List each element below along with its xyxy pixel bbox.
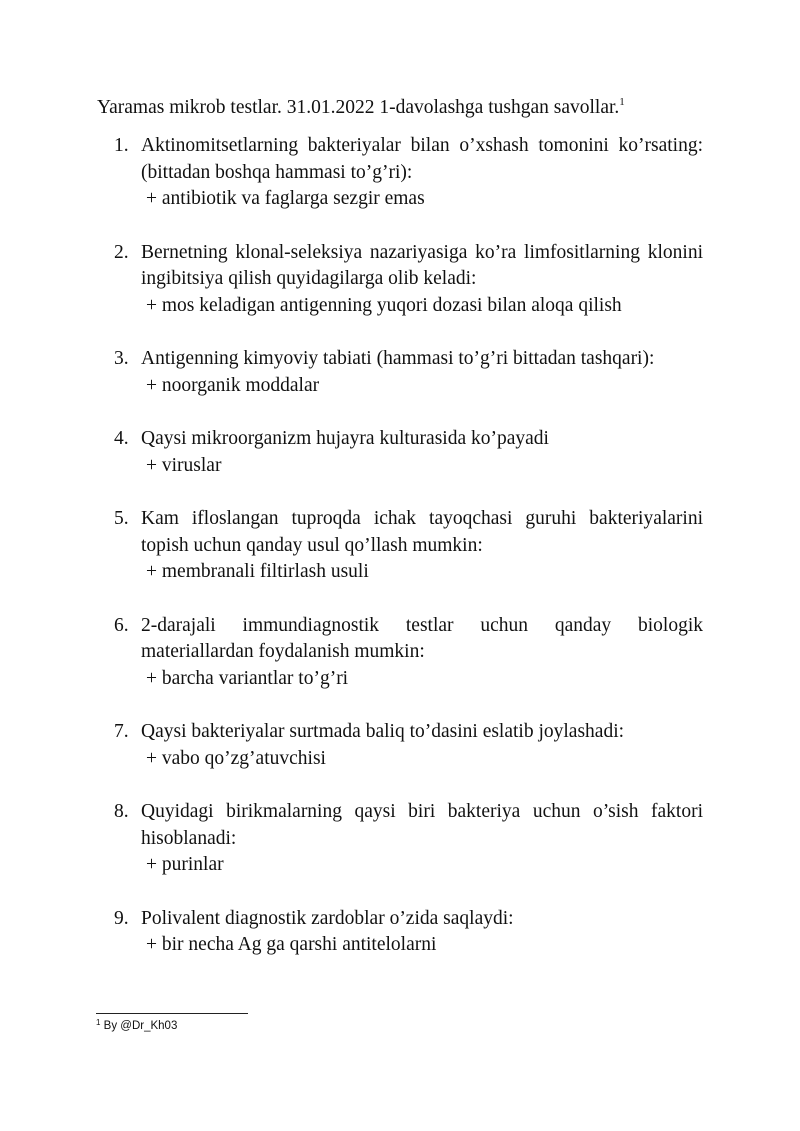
question-item — [0, 799, 800, 879]
question-text: 2-darajali immundiagnostik testlar uchun qanday biologik materiallardan foydalanish mumkin: — [141, 614, 703, 662]
question-number: 4. — [114, 428, 129, 449]
question-text: Kam ifloslangan tuproqda ichak tayoqchasi guruhi bakteriyalarini topish uchun qanday usul qo’llash mumkin: — [141, 508, 703, 556]
footnote-mark: 1 — [96, 1018, 101, 1027]
question-item — [0, 506, 800, 586]
question-answer: + vabo qo’zg’atuvchisi — [146, 747, 326, 769]
question-number: 9. — [114, 907, 129, 929]
question-text: Qaysi bakteriyalar surtmada baliq to’dasini eslatib joylashadi: — [141, 721, 625, 742]
question-item — [0, 346, 800, 399]
question-item — [0, 426, 800, 479]
title-footnote-mark: 1 — [619, 96, 625, 108]
question-answer: + membranali filtirlash usuli — [146, 561, 369, 582]
question-answer: + mos keladigan antigenning yuqori dozasi bilan aloqa qilish — [146, 294, 622, 316]
question-answer: + purinlar — [146, 854, 224, 875]
question-answer: + antibiotik va faglarga sezgir emas — [146, 188, 425, 209]
question-text: Bernetning klonal-seleksiya nazariyasiga ko’ra limfositlarning klonini ingibitsiya qilish quyidagilarga olib keladi: — [141, 241, 703, 289]
question-number: 1. — [114, 135, 129, 156]
question-number: 7. — [114, 721, 129, 742]
question-number: 6. — [114, 614, 129, 636]
footnote-divider — [96, 1013, 248, 1014]
question-text: Qaysi mikroorganizm hujayra kulturasida ko’payadi — [141, 428, 549, 449]
question-list — [0, 133, 800, 986]
question-item — [0, 613, 800, 693]
question-item — [0, 906, 800, 959]
question-number: 2. — [114, 241, 129, 263]
question-number: 8. — [114, 801, 129, 822]
question-number: 3. — [114, 348, 129, 369]
question-text: Antigenning kimyoviy tabiati (hammasi to’g’ri bittadan tashqari): — [141, 348, 655, 369]
footnote — [96, 1019, 177, 1033]
question-text: Quyidagi birikmalarning qaysi biri bakteriya uchun o’sish faktori hisoblanadi: — [141, 801, 703, 849]
question-answer: + noorganik moddalar — [146, 374, 320, 396]
footnote-text: By @Dr_Kh03 — [103, 1020, 178, 1032]
question-answer: + bir necha Ag ga qarshi antitelolarni — [146, 934, 437, 955]
question-item — [0, 133, 800, 213]
question-item — [0, 719, 800, 772]
title-text: Yaramas mikrob testlar. 31.01.2022 1-davolashga tushgan savollar. — [97, 97, 620, 118]
question-answer: + barcha variantlar to’g’ri — [146, 667, 349, 689]
document-title — [97, 95, 625, 121]
question-number: 5. — [114, 508, 129, 529]
question-answer: + viruslar — [146, 454, 222, 476]
question-text: Polivalent diagnostik zardoblar o’zida saqlaydi: — [141, 907, 514, 929]
question-text: Aktinomitsetlarning bakteriyalar bilan o’xshash tomonini ko’rsating: (bittadan boshqa hammasi to’g’ri): — [141, 135, 703, 183]
question-item — [0, 240, 800, 320]
